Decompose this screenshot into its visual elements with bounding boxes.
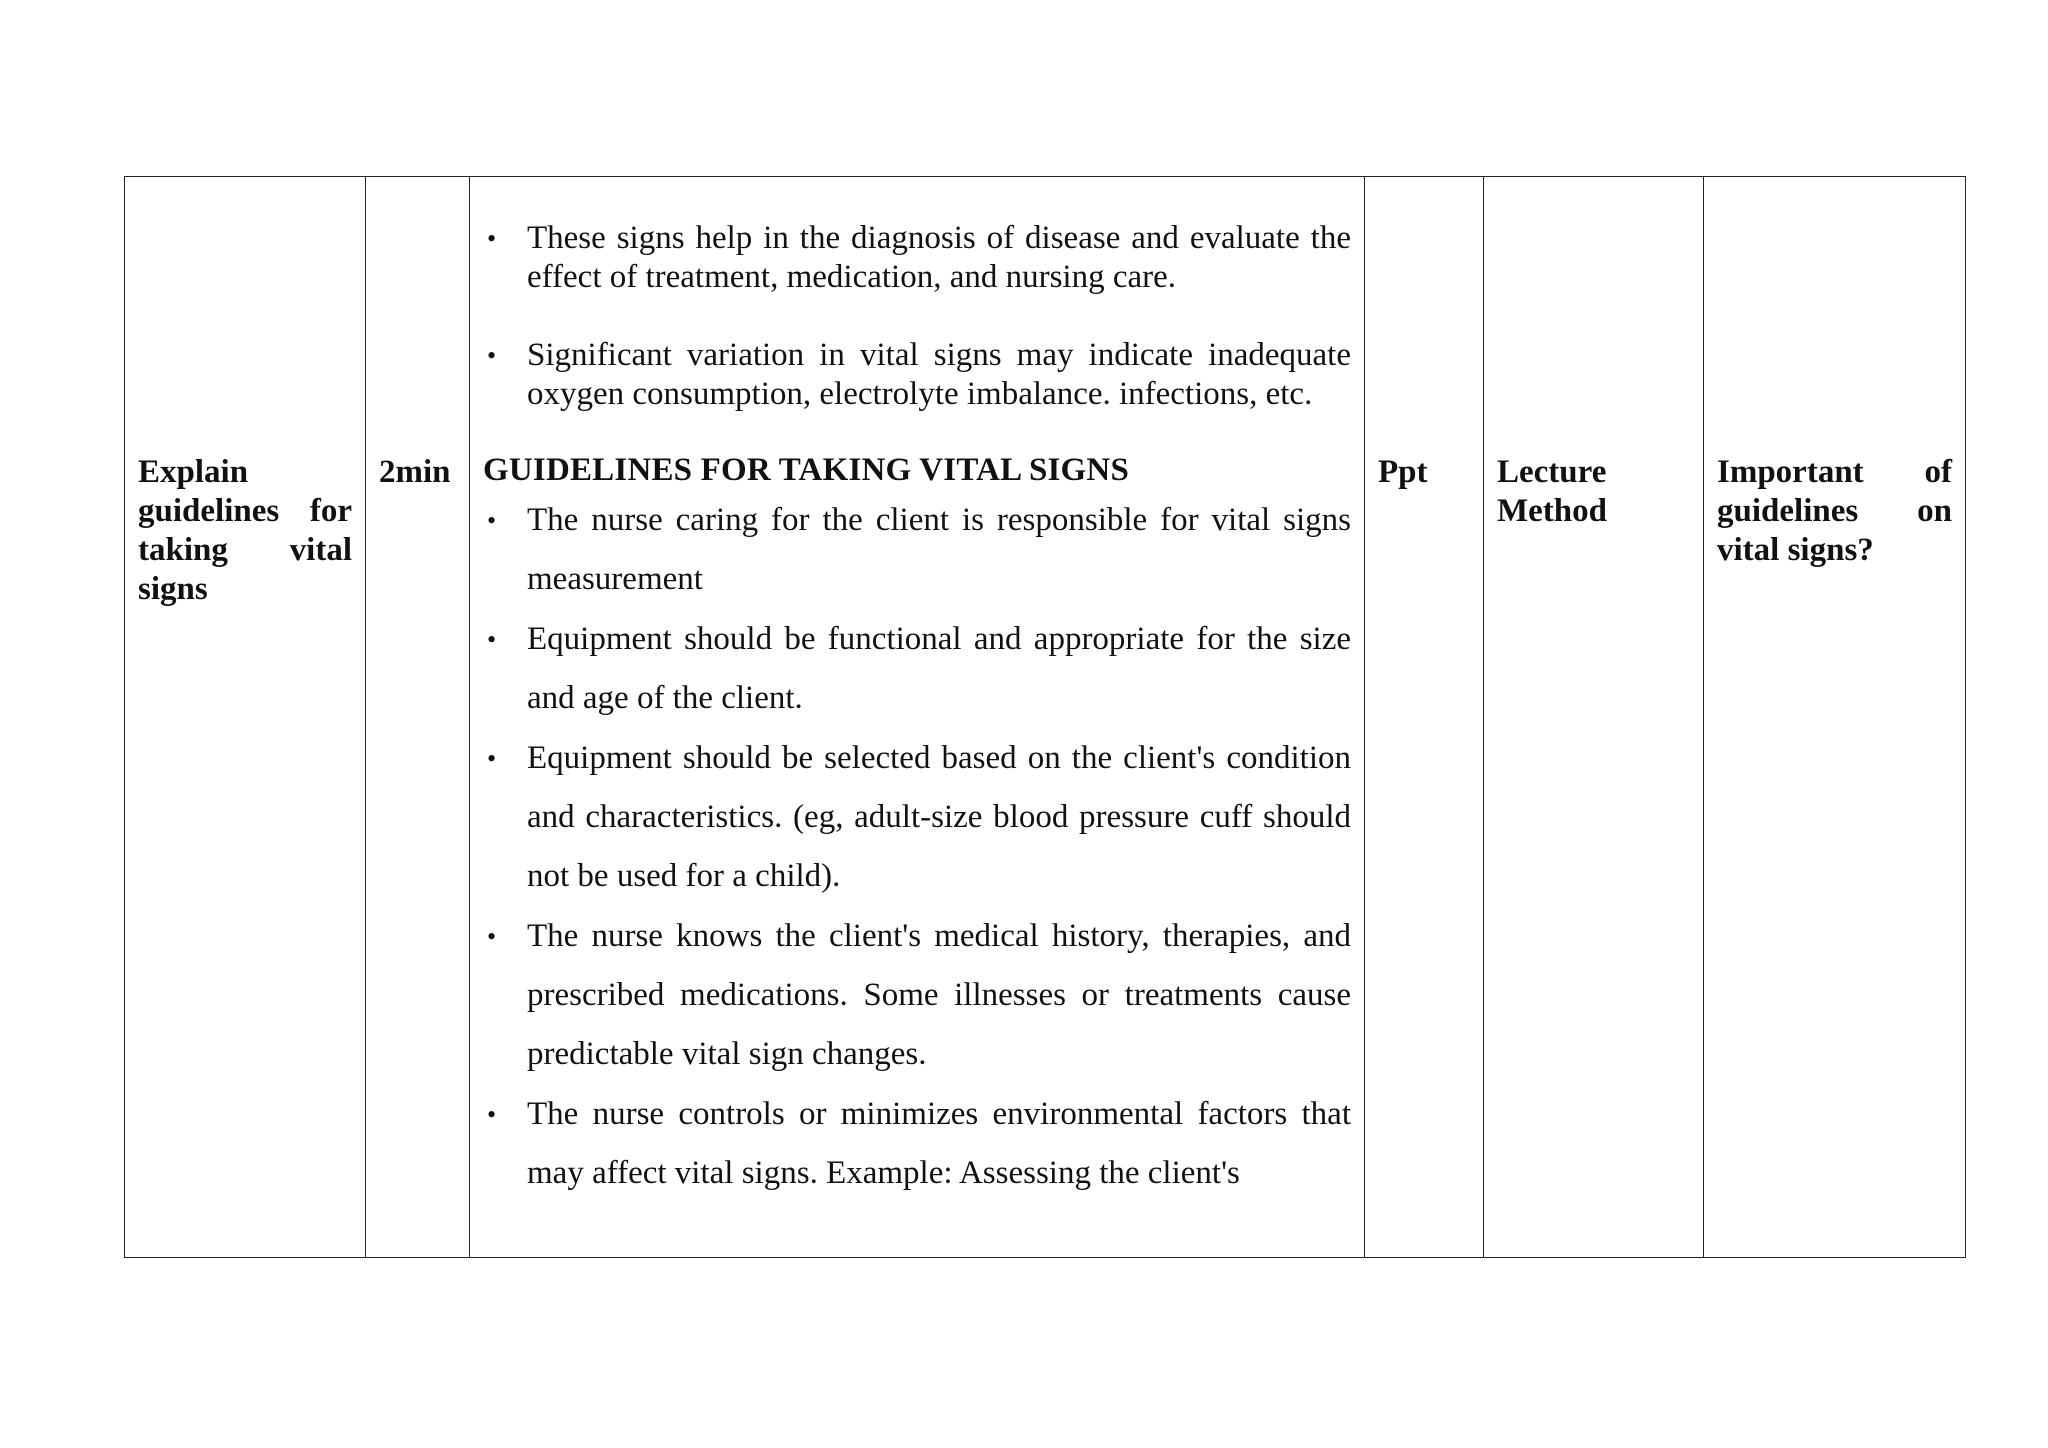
guidelines-heading: GUIDELINES FOR TAKING VITAL SIGNS: [483, 452, 1130, 488]
bullet-icon: •: [487, 744, 497, 773]
list-item: [483, 610, 1351, 728]
guideline-bullet-list: [483, 491, 1351, 1203]
bullet-text: Equipment should be functional and appropriate for the size and age of the client.: [527, 621, 1351, 716]
bullet-icon: •: [487, 341, 497, 370]
teaching-method-cell: [1484, 177, 1704, 1258]
list-item: [483, 1085, 1351, 1203]
list-item: [483, 219, 1351, 297]
table-row: [125, 177, 1966, 1258]
objective-text: Explain guidelines for taking vital signs: [138, 454, 352, 607]
bullet-text: Significant variation in vital signs may indicate inadequate oxygen consumption, electrolyte imbalance. infections, etc.: [527, 337, 1351, 412]
av-aids-cell: [1365, 177, 1484, 1258]
bullet-text: Equipment should be selected based on the client's condition and characteristics. (eg, adult-size blood pressure cuff should not be used for a child).: [527, 740, 1351, 894]
av-aids-text: Ppt: [1378, 454, 1428, 490]
list-item: [483, 491, 1351, 609]
bullet-text: The nurse knows the client's medical history, therapies, and prescribed medications. Some illnesses or treatments cause predictable vital sign changes.: [527, 918, 1351, 1072]
objective-cell: [125, 177, 366, 1258]
bullet-text: The nurse caring for the client is responsible for vital signs measurement: [527, 502, 1351, 597]
list-item: [483, 729, 1351, 906]
bullet-icon: •: [487, 506, 497, 535]
bullet-text: The nurse controls or minimizes environmental factors that may affect vital signs. Example: Assessing the client's: [527, 1096, 1351, 1191]
bullet-text: These signs help in the diagnosis of disease and evaluate the effect of treatment, medication, and nursing care.: [527, 220, 1351, 295]
bullet-icon: •: [487, 625, 497, 654]
content-cell: [470, 177, 1365, 1258]
lesson-plan-table: [124, 176, 1966, 1258]
evaluation-cell: [1704, 177, 1966, 1258]
list-item: [483, 336, 1351, 414]
teaching-method-text: Lecture Method: [1497, 454, 1607, 529]
time-text: 2min: [379, 454, 451, 490]
time-cell: [366, 177, 470, 1258]
intro-bullet-list: [483, 219, 1351, 414]
bullet-icon: •: [487, 922, 497, 951]
bullet-icon: •: [487, 224, 497, 253]
bullet-icon: •: [487, 1100, 497, 1129]
list-item: [483, 907, 1351, 1084]
evaluation-text: Important of guidelines on vital signs?: [1717, 454, 1952, 568]
